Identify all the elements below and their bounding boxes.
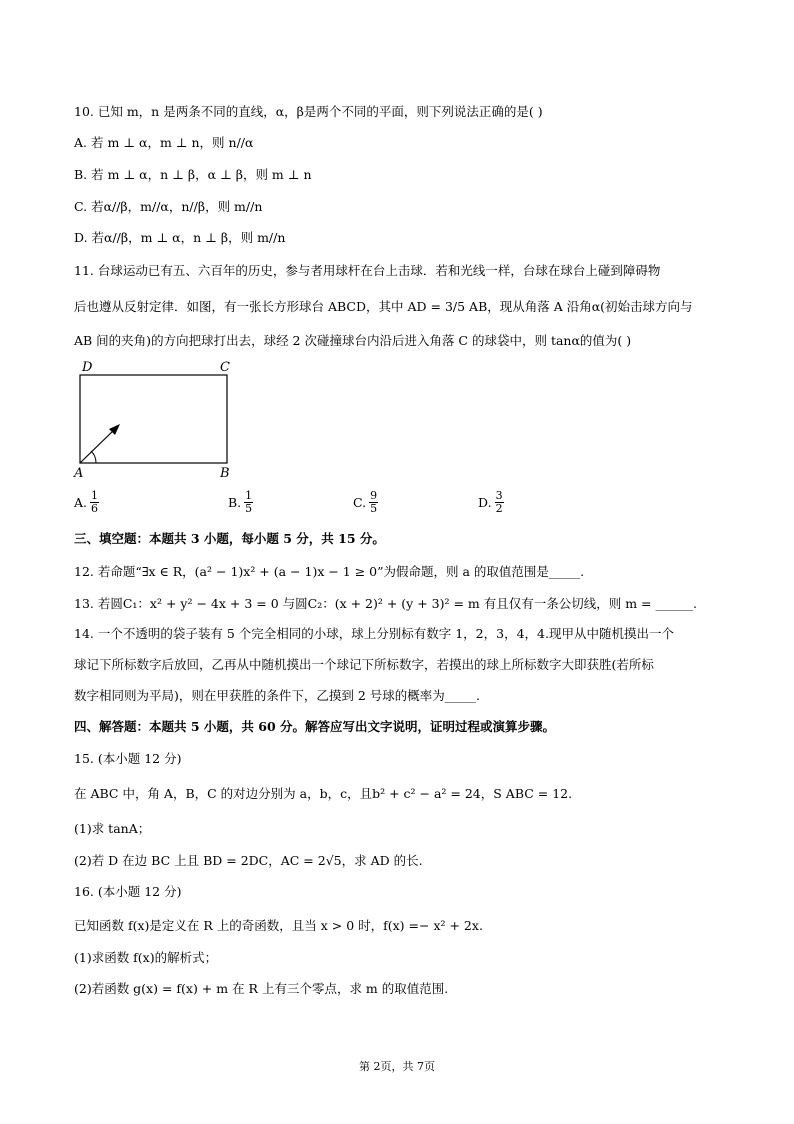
q12-stem: 12. 若命题“∃x ∈ R，(a² − 1)x² + (a − 1)x − 1 ≥ 0”为假命题，则 a 的取值范围是_____.	[74, 564, 585, 579]
q11-option-c	[353, 490, 378, 515]
q10-option-b: B. 若 m ⊥ α，n ⊥ β，α ⊥ β，则 m ⊥ n	[74, 167, 312, 182]
q11-stem-line1: 11. 台球运动已有五、六百年的历史，参与者用球杆在台上击球．若和光线一样，台球在球台上碰到障碍物	[74, 263, 661, 278]
vertex-c: C	[220, 360, 230, 375]
q15-part1: (1)求 tanA；	[74, 821, 151, 836]
option-label: B.	[228, 495, 242, 510]
q10-option-a: A. 若 m ⊥ α，m ⊥ n，则 n//α	[74, 135, 254, 150]
section-4-heading: 四、解答题：本题共 5 小题，共 60 分。解答应写出文字说明，证明过程或演算步骤。	[74, 719, 556, 734]
q14-stem-line3: 数字相同则为平局)，则在甲获胜的条件下，乙摸到 2 号球的概率为_____.	[74, 688, 481, 703]
vertex-b: B	[220, 466, 230, 480]
q11-option-d	[478, 490, 504, 515]
table-rectangle	[80, 375, 227, 463]
vertex-d: D	[82, 360, 93, 375]
option-label: D.	[478, 495, 492, 510]
section-3-heading: 三、填空题：本题共 3 小题，每小题 5 分，共 15 分。	[74, 531, 385, 546]
option-label: C.	[353, 495, 367, 510]
q15-part2: (2)若 D 在边 BC 上且 BD = 2DC，AC = 2√5，求 AD 的长.	[74, 853, 423, 868]
page-footer: 第 2页，共 7页	[359, 1060, 435, 1073]
option-fraction: $\frac{1}{6}$	[91, 489, 99, 515]
q11-option-a	[74, 490, 99, 515]
shot-arrow	[80, 428, 116, 463]
option-fraction: $\frac{1}{5}$	[245, 489, 253, 515]
q15-heading: 15. (本小题 12 分)	[74, 751, 182, 766]
option-label: A.	[74, 495, 88, 510]
q11-options	[74, 490, 674, 520]
q13-stem: 13. 若圆C₁：x² + y² − 4x + 3 = 0 与圆C₂：(x + 2)² + (y + 3)² = m 有且仅有一条公切线，则 m = ______.	[74, 596, 697, 611]
angle-arc	[91, 451, 96, 463]
billiard-table-figure	[70, 355, 270, 480]
q16-stem: 已知函数 f(x)是定义在 R 上的奇函数，且当 x > 0 时，f(x) =− x² + 2x.	[74, 918, 483, 933]
q10-stem: 10. 已知 m，n 是两条不同的直线，α，β是两个不同的平面，则下列说法正确的是( )	[74, 104, 543, 119]
q15-stem: 在 ABC 中，角 A，B，C 的对边分别为 a，b，c，且b² + c² − a² = 24，S ABC = 12.	[74, 786, 573, 801]
q16-heading: 16. (本小题 12 分)	[74, 884, 182, 899]
q16-part2: (2)若函数 g(x) = f(x) + m 在 R 上有三个零点，求 m 的取值范围.	[74, 981, 449, 996]
q11-option-b	[228, 490, 253, 515]
option-fraction: $\frac{9}{5}$	[370, 489, 378, 515]
q10-option-d: D. 若α//β，m ⊥ α，n ⊥ β，则 m//n	[74, 230, 286, 245]
q11-stem-line3: AB 间的夹角)的方向把球打出去，球经 2 次碰撞球台内沿后进入角落 C 的球袋中，则 tanα的值为( )	[74, 333, 632, 348]
q14-stem-line2: 球记下所标数字后放回，乙再从中随机摸出一个球记下所标数字，若摸出的球上所标数字大即获胜(若所标	[74, 657, 654, 672]
vertex-a: A	[74, 466, 84, 480]
q11-stem-line2: 后也遵从反射定律．如图，有一张长方形球台 ABCD，其中 AD = 3/5 AB，现从角落 A 沿角α(初始击球方向与	[74, 299, 693, 314]
option-fraction: $\frac{3}{2}$	[495, 489, 503, 515]
q10-option-c: C. 若α//β，m//α，n//β，则 m//n	[74, 199, 263, 214]
q14-stem-line1: 14. 一个不透明的袋子装有 5 个完全相同的小球，球上分别标有数字 1，2，3，4，4.现甲从中随机摸出一个	[74, 626, 674, 641]
q16-part1: (1)求函数 f(x)的解析式；	[74, 950, 218, 965]
